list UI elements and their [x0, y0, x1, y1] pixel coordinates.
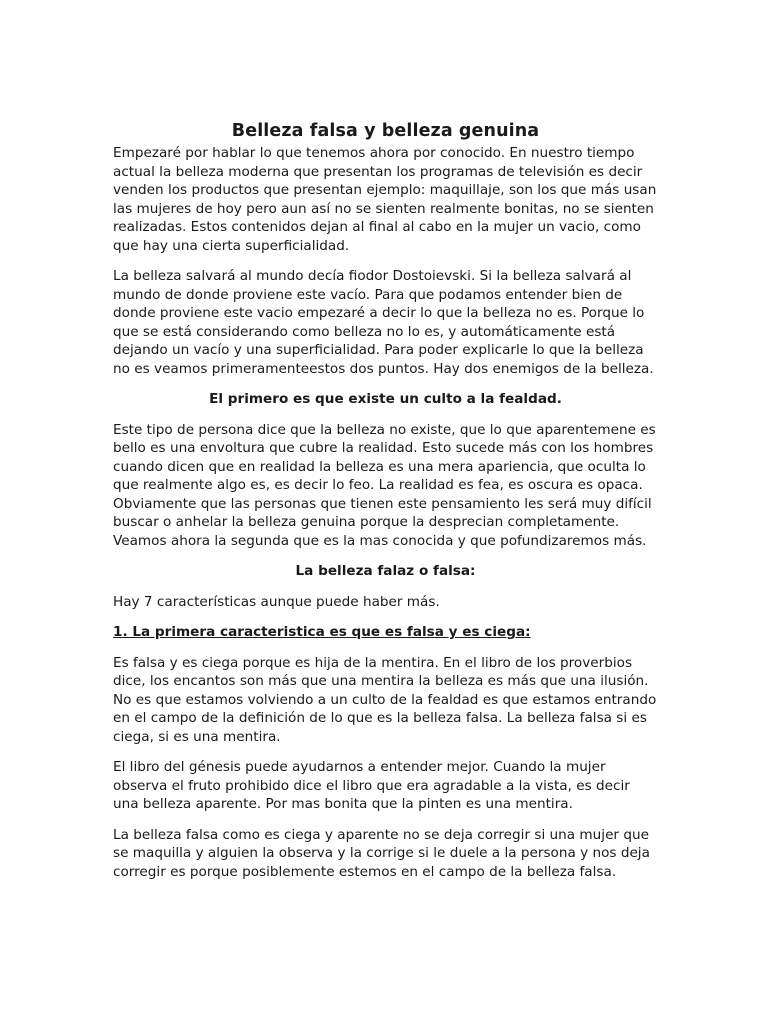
document-title: Belleza falsa y belleza genuina — [231, 121, 540, 141]
paragraph-falsa-ciega: Es falsa y es ciega porque es hija de la mentira. En el libro de los proverbios dice, los encantos son más que una mentira la belleza es más que una ilusión. No es que estamos volviendo a un culto de la fealdad es que estamos entrando en el campo de la definición de lo que es la belleza falsa. La belleza falsa si es ciega, si es una mentira. — [113, 654, 657, 745]
heading-culto-fealdad: El primero es que existe un culto a la fealdad. — [209, 391, 562, 407]
paragraph-corregir: La belleza falsa como es ciega y aparente no se deja corregir si una mujer que se maquilla y alguien la observa y la corrige si le duele a la persona y nos deja corregir es porque posiblemente estemos en el campo de la belleza falsa. — [113, 826, 650, 880]
paragraph-culto-fealdad: Este tipo de persona dice que la belleza no existe, que lo que aparentemene es bello es una envoltura que cubre la realidad. Esto sucede más con los hombres cuando dicen que en realidad la belleza es una mera apariencia, que oculta lo que realmente algo es, es decir lo feo. La realidad es fea, es oscura es opaca. Obviamente que las personas que tienen este pensamiento les será muy difícil buscar o anhelar la belleza genuina porque la desprecian completamente. Veamos ahora la segunda que es la mas conocida y que pofundizaremos más. — [113, 421, 656, 549]
document-page — [113, 120, 658, 881]
paragraph-genesis: El libro del génesis puede ayudarnos a entender mejor. Cuando la mujer observa el fruto prohibido dice el libro que era agradable a la vista, es decir una belleza aparente. Por mas bonita que la pinten es una mentira. — [113, 759, 630, 812]
paragraph-intro: Empezaré por hablar lo que tenemos ahora por conocido. En nuestro tiempo actual la belleza moderna que presentan los programas de televisión es decir venden los productos que presentan ejemplo: maquillaje, son los que más usan las mujeres de hoy pero aun así no se sienten realmente bonitas, no se sienten realizadas. Estos contenidos dejan al final al cabo en la mujer un vacio, como que hay una cierta superficialidad. — [113, 145, 657, 254]
paragraph-caracteristicas: Hay 7 características aunque puede haber más. — [113, 593, 440, 610]
paragraph-dostoievski: La belleza salvará al mundo decía fiodor Dostoievski. Si la belleza salvará al mundo de donde proviene este vacío. Para que podamos entender bien de donde proviene este vacio empezaré a decir lo que la belleza no es. Porque lo que se está considerando como belleza no lo es, y automáticamente está dejando un vacío y una superficialidad. Para poder explicarle lo que la belleza no es veamos primeramenteestos dos puntos. Hay dos enemigos de la belleza. — [113, 268, 654, 377]
heading-belleza-falaz: La belleza falaz o falsa: — [295, 563, 476, 579]
heading-primera-caracteristica: 1. La primera caracteristica es que es falsa y es ciega: — [113, 624, 531, 640]
